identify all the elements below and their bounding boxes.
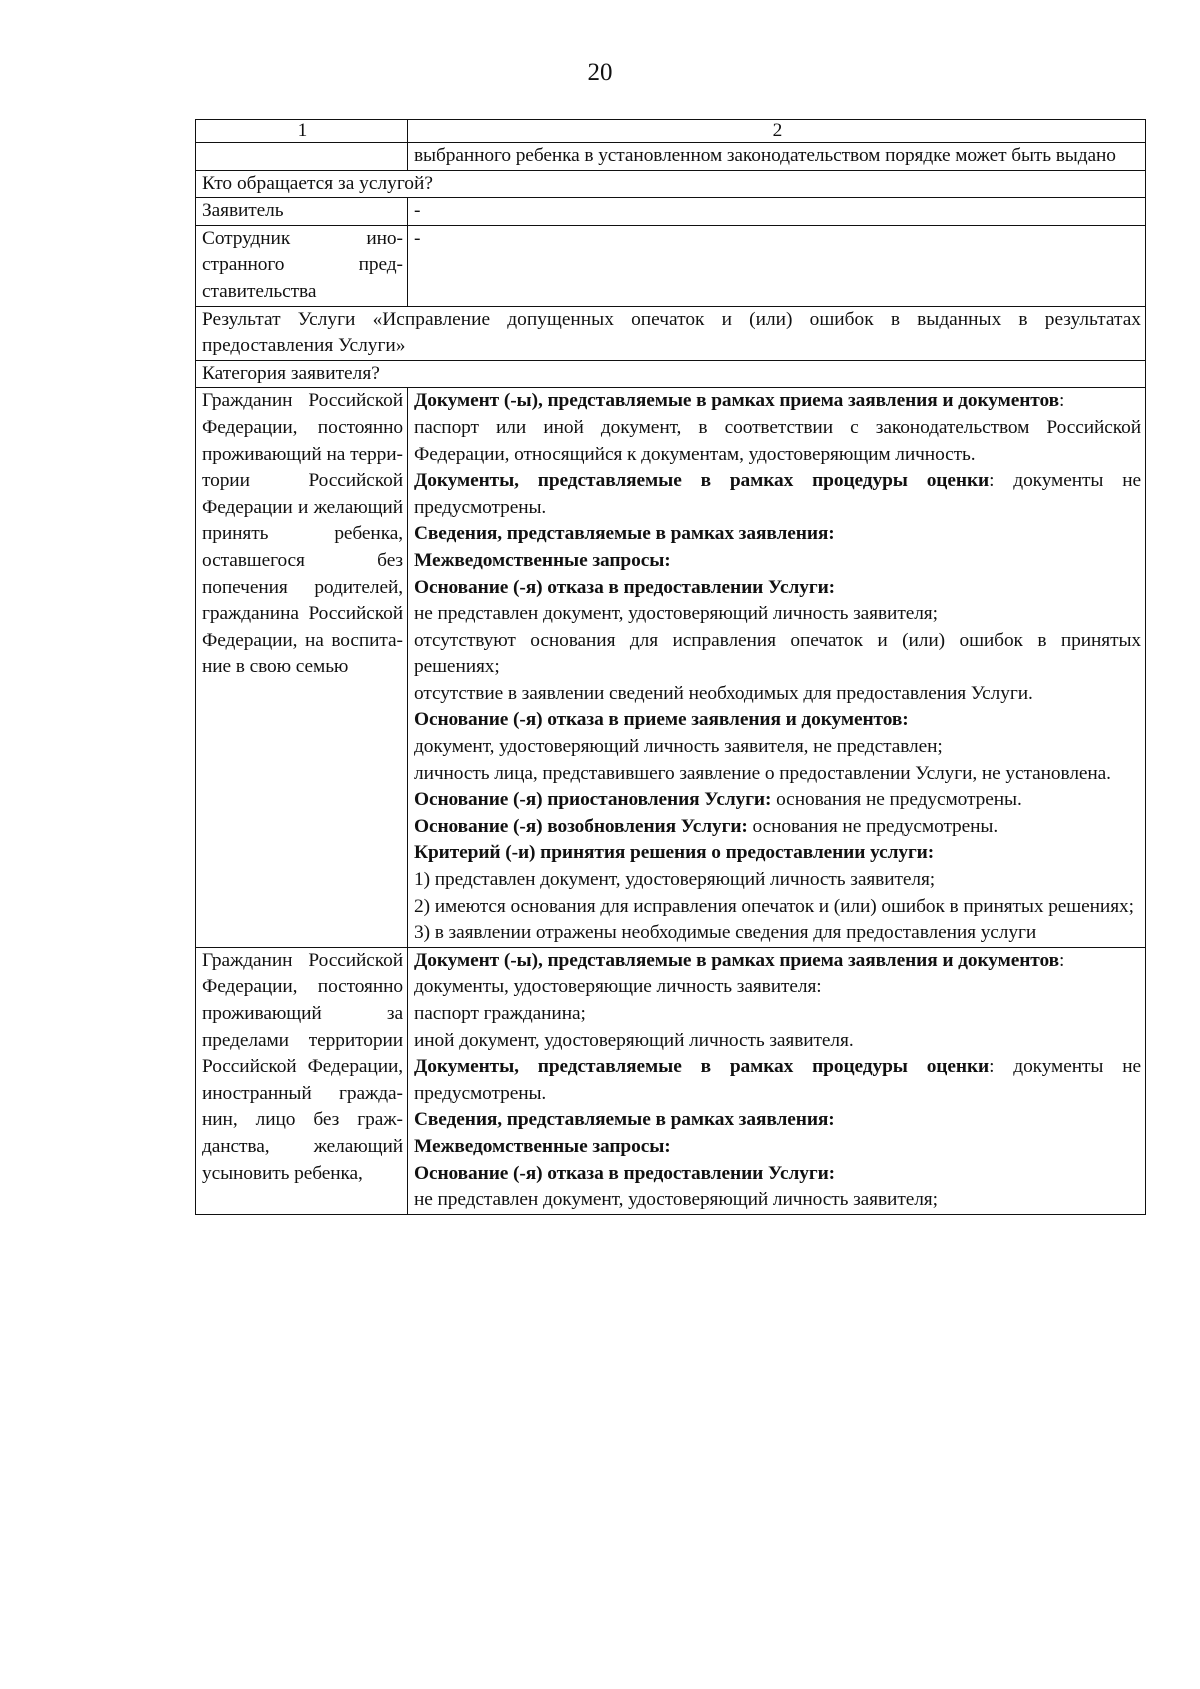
category-details xyxy=(408,947,1146,1214)
section-label: Сведения, представляемые в рамках заявления: xyxy=(414,1109,835,1131)
section-text: 1) представлен документ, удостоверяющий личность заявителя; xyxy=(414,869,936,891)
section-label: Основание (-я) отказа в приеме заявления и документов: xyxy=(414,709,909,731)
category-details xyxy=(408,388,1146,947)
section-text-line xyxy=(414,628,1141,681)
section-heading-line xyxy=(414,840,1141,867)
section-text: документы не предусмотрены. xyxy=(414,470,1141,518)
applicant-row xyxy=(196,225,1146,306)
section-heading-line xyxy=(414,548,1141,575)
who-applies-row xyxy=(196,170,1146,198)
section-label: Межведомственные запросы: xyxy=(414,549,671,571)
category-name: Гражданин Российской Федерации, постоянно проживающий на территории Российской Федерации и желающий принять ребенка, оставшегося без попечения родителей, гражданина Российской Федерации, на воспитание в свою семью xyxy=(196,388,408,947)
section-text: документы не предусмотрены. xyxy=(414,1056,1141,1104)
section-heading-line xyxy=(414,1107,1141,1134)
section-text: личность лица, представившего заявление о предоставлении Услуги, не установлена. xyxy=(414,762,1111,784)
section-label: Основание (-я) отказа в предоставлении Услуги: xyxy=(414,576,836,598)
section-separator: : xyxy=(1058,949,1065,971)
page-number: 20 xyxy=(587,59,613,86)
section-separator: : xyxy=(1058,390,1065,412)
section-text-line xyxy=(414,734,1141,761)
section-text-line xyxy=(414,867,1141,894)
section-label: Основание (-я) возобновления Услуги: xyxy=(414,815,748,837)
section-label: Критерий (-и) принятия решения о предоставлении услуги: xyxy=(414,842,935,864)
category-row xyxy=(196,947,1146,1214)
section-text: основания не предусмотрены. xyxy=(771,789,1022,811)
section-label: Документы, представляемые в рамках процедуры оценки xyxy=(414,1056,990,1078)
section-label: Сведения, представляемые в рамках заявления: xyxy=(414,523,835,545)
section-text-line xyxy=(414,1187,1141,1214)
category-name: Гражданин Российской Федерации, постоянно проживающий за пределами территории Российской Федерации, иностранный гражданин, лицо без гражданства, желающий усыновить ребенка, xyxy=(196,947,408,1214)
section-text: паспорт или иной документ, в соответствии с законодательством Российской Федерации, относящийся к документам, удостоверяющим личность. xyxy=(414,416,1141,465)
section-heading-line xyxy=(414,575,1141,602)
section-text: документ, удостоверяющий личность заявителя, не представлен; xyxy=(414,736,943,758)
section-heading-line xyxy=(414,814,1141,841)
section-text: иной документ, удостоверяющий личность заявителя. xyxy=(414,1029,854,1051)
section-heading-line xyxy=(414,1134,1141,1161)
applicant-value: - xyxy=(408,198,1146,226)
column-header-2: 2 xyxy=(408,120,1146,143)
section-heading-line xyxy=(414,388,1141,415)
section-text: основания не предусмотрены. xyxy=(747,815,999,837)
continuation-empty-cell xyxy=(196,143,408,171)
who-applies-heading: Кто обращается за услугой? xyxy=(196,170,1146,198)
continuation-text: выбранного ребенка в установленном законодательством порядке может быть выдано xyxy=(408,143,1146,171)
section-label: Документ (-ы), представляемые в рамках приема заявления и документов xyxy=(414,949,1059,971)
applicant-row xyxy=(196,198,1146,226)
category-question-row xyxy=(196,360,1146,388)
section-label: Документ (-ы), представляемые в рамках приема заявления и документов xyxy=(414,390,1059,412)
continuation-row xyxy=(196,143,1146,171)
applicant-value: - xyxy=(408,225,1146,306)
section-label: Основание (-я) приостановления Услуги: xyxy=(414,789,772,811)
applicant-label: Заявитель xyxy=(196,198,408,226)
section-text-line xyxy=(414,415,1141,468)
section-separator: : xyxy=(989,470,995,492)
section-text-line xyxy=(414,761,1141,788)
section-heading-line xyxy=(414,1161,1141,1188)
section-text: 3) в заявлении отражены необходимые сведения для предоставления услуги xyxy=(414,922,1037,944)
section-heading-line xyxy=(414,1054,1141,1107)
section-text-line xyxy=(414,1001,1141,1028)
section-label: Основание (-я) отказа в предоставлении Услуги: xyxy=(414,1162,836,1184)
column-header-1: 1 xyxy=(196,120,408,143)
result-row xyxy=(196,306,1146,360)
section-text-line xyxy=(414,1028,1141,1055)
section-text: паспорт гражданина; xyxy=(414,1003,586,1024)
section-text: отсутствие в заявлении сведений необходимых для предоставления Услуги. xyxy=(414,682,1033,704)
section-heading-line xyxy=(414,948,1141,975)
category-row xyxy=(196,388,1146,947)
section-heading-line xyxy=(414,521,1141,548)
section-text-line xyxy=(414,601,1141,628)
section-text-line xyxy=(414,920,1141,947)
section-heading-line xyxy=(414,707,1141,734)
section-text-line xyxy=(414,974,1141,1001)
section-text: не представлен документ, удостоверяющий личность заявителя; xyxy=(414,603,938,625)
section-text-line xyxy=(414,681,1141,708)
section-text: документы, удостоверяющие личность заявителя: xyxy=(414,976,822,998)
result-title: Результат Услуги «Исправление допущенных опечаток и (или) ошибок в выданных в результатах предоставления Услуги» xyxy=(196,306,1146,360)
section-separator: : xyxy=(989,1056,995,1078)
section-label: Межведомственные запросы: xyxy=(414,1135,671,1157)
section-heading-line xyxy=(414,787,1141,814)
section-label: Документы, представляемые в рамках процедуры оценки xyxy=(414,470,990,492)
section-text: 2) имеются основания для исправления опечаток и (или) ошибок в принятых решениях; xyxy=(414,895,1134,917)
section-text: отсутствуют основания для исправления опечаток и (или) ошибок в принятых решениях; xyxy=(414,629,1141,678)
section-text-line xyxy=(414,894,1141,921)
applicant-label: Сотрудник иностранного представительства xyxy=(196,225,408,306)
service-table xyxy=(195,119,1146,1215)
category-question: Категория заявителя? xyxy=(196,360,1146,388)
section-text: не представлен документ, удостоверяющий личность заявителя; xyxy=(414,1189,938,1211)
section-heading-line xyxy=(414,468,1141,521)
table-header-row xyxy=(196,120,1146,143)
